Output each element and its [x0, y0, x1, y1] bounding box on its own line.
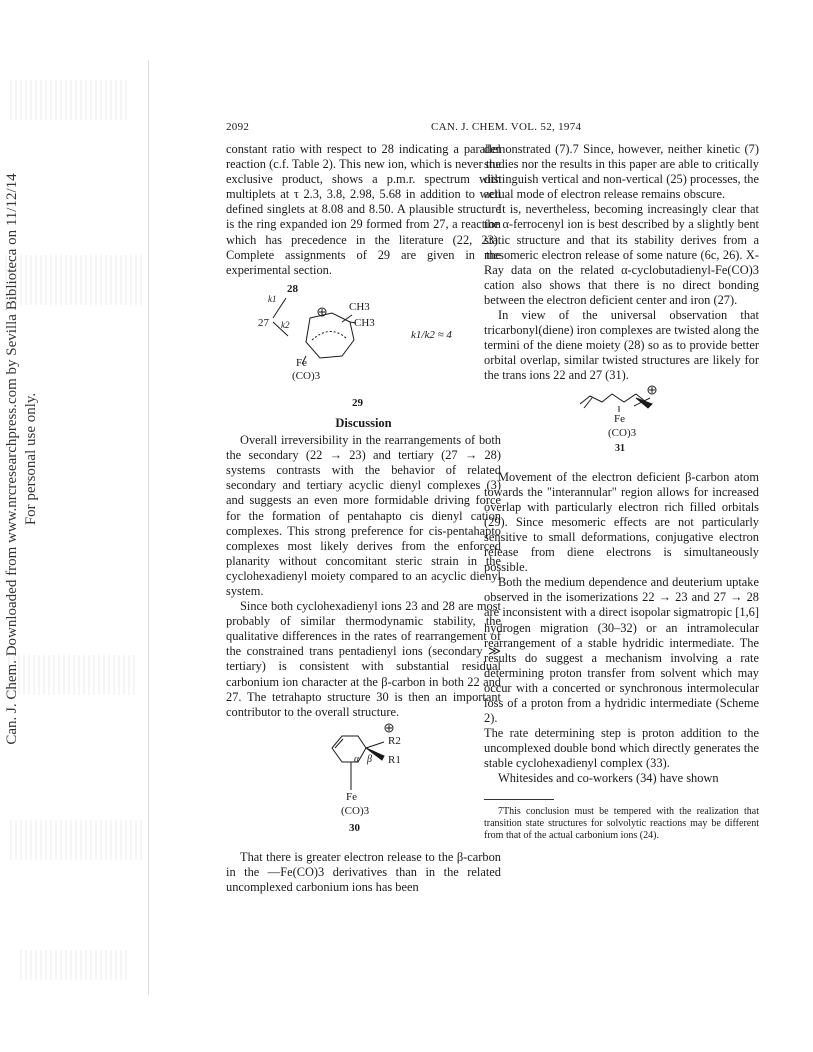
- twisted-chain: [580, 394, 646, 404]
- compound-number: 31: [615, 442, 625, 454]
- watermark-line: Can. J. Chem. Downloaded from www.nrcresearchpress.com by Sevilla Biblioteca on 11/12/14: [4, 173, 20, 745]
- alpha-label: α: [354, 753, 360, 765]
- fe-label: Fe: [614, 412, 625, 425]
- paragraph: demonstrated (7).7 Since, however, neither kinetic (7) studies nor the results in this paper are able to critically distinguish vertical and non-vertical (25) processes, the actual mode of electron release remains obscure.: [484, 142, 759, 202]
- co3-label: (CO)3: [292, 369, 321, 382]
- section-heading: Discussion: [335, 415, 392, 430]
- ch3-label: CH3: [349, 300, 370, 313]
- fe-label: Fe: [346, 790, 357, 803]
- compound-29-structure: [226, 278, 501, 408]
- compound-31-structure: [484, 384, 759, 456]
- paragraph: Overall irreversibility in the rearrangements of both the secondary (22 → 23) and tertiary (27 → 28) systems contrasts with the behavior of related secondary and tertiary acyclic dienyl complexes (3) and suggests an even more formidable driving force for the formation of pentahapto cis dienyl cation complexes. This strong preference for cis-pentahapto complexes most likely derives from the enforced planarity without concomitant steric strain in the cyclohexadienyl moiety compared to an acyclic dienyl system.: [226, 433, 501, 598]
- download-watermark: [3, 79, 41, 839]
- paragraph: Whitesides and co-workers (34) have shown: [498, 771, 719, 786]
- dienyl-arc: [312, 331, 346, 340]
- footnote-rule: [484, 799, 554, 800]
- paragraph: That there is greater electron release to the β-carbon in the —Fe(CO)3 derivatives than in the related uncomplexed carbonium ions has been: [226, 849, 501, 895]
- co3-label: (CO)3: [608, 426, 637, 439]
- r2-label: R2: [388, 734, 401, 747]
- page-number: 2092: [226, 121, 250, 133]
- label-27: 27: [258, 316, 269, 329]
- paragraph: In view of the universal observation that tricarbonyl(diene) iron complexes are twisted along the termini of the diene moiety (28) so as to provide better orbital overlap, similar twisted structures are likely for the trans ions 22 and 27 (31).: [484, 308, 759, 383]
- right-column: [484, 142, 759, 842]
- co3-label: (CO)3: [341, 804, 370, 817]
- paragraph: It is, nevertheless, becoming increasingly clear that the α-ferrocenyl ion is best described by a slightly bent static structure and that its stability derives from a mesomeric electron release of some nature (6c, 26). X-Ray data on the related α-cyclobutadienyl-Fe(CO)3 cation also shows that there is no direct bonding between the electron deficient center and iron (27).: [484, 202, 759, 307]
- paragraph: Both the medium dependence and deuterium uptake observed in the isomerizations 22 → 23 and 27 → 28 are inconsistent with a direct isopolar sigmatropic [1,6] hydrogen migration (30–32) or an intramolecular rearrangement of a stable hydridic intermediate. The results do suggest a mechanism involving a rate determining proton transfer from solvent which may occur with a concerted or synchronous intermolecular loss of a proton from a hydridic intermediate (Scheme 2).: [484, 575, 759, 726]
- beta-label: β: [367, 753, 372, 765]
- left-column: [226, 142, 501, 895]
- compound-number: 30: [349, 821, 360, 834]
- watermark-line: For personal use only.: [23, 392, 39, 526]
- margin-divider: [148, 60, 149, 995]
- wedge-bond: [636, 398, 652, 408]
- compound-30-structure: [226, 720, 501, 840]
- paragraph: Since both cyclohexadienyl ions 23 and 28 are most probably of similar thermodynamic stability, the qualitative differences in the rates of rearrangement of the constrained trans pentadienyl ions (secondary ≫ tertiary) is consistent with substantial residual carbonium ion character at the β-carbon in both 22 and 27. The tetrahapto structure 30 is then an important contributor to the overall structure.: [226, 599, 501, 719]
- rate-ratio: k1/k2 ≈ 4: [411, 328, 452, 341]
- download-sidebar: [0, 0, 150, 1052]
- ch3-label: CH3: [354, 316, 375, 329]
- compound-number: 29: [352, 396, 363, 408]
- paragraph: constant ratio with respect to 28 indicating a parallel reaction (c.f. Table 2). This new ion, which is never the exclusive product, shows a p.m.r. spectrum with multiplets at τ 2.3, 3.8, 2.98, 5.68 in addition to well defined singlets at 8.08 and 8.50. A plausible structure is the ring expanded ion 29 formed from 27, a reaction which has precedence in the literature (22, 23). Complete assignments of 29 are given in the experimental section.: [226, 142, 501, 277]
- journal-citation: CAN. J. CHEM. VOL. 52, 1974: [431, 121, 582, 133]
- side-bond: [366, 742, 384, 748]
- fe-label: Fe: [296, 356, 307, 369]
- seven-ring: [306, 313, 354, 358]
- r1-label: R1: [388, 753, 401, 766]
- k1-label: k1: [268, 293, 277, 304]
- six-ring: [332, 736, 366, 762]
- paragraph: Movement of the electron deficient β-carbon atom towards the "interannular" region allows for increased overlap with particularly electron rich filled orbitals (29). Since mesomeric effects are not particularly sensitive to small deformations, conjugative electron release from diene electrons is simultaneously possible.: [484, 469, 759, 575]
- k2-label: k2: [281, 319, 290, 330]
- footnote: 7This conclusion must be tempered with the realization that transition state structures for solvolytic reactions may be different from that of the actual carbonium ions (24).: [484, 805, 759, 841]
- scan-noise: [20, 950, 130, 980]
- paragraph: The rate determining step is proton addition to the uncomplexed double bond which directly generates the stable cyclohexadienyl complex (33).: [484, 726, 759, 771]
- label-28: 28: [287, 282, 298, 295]
